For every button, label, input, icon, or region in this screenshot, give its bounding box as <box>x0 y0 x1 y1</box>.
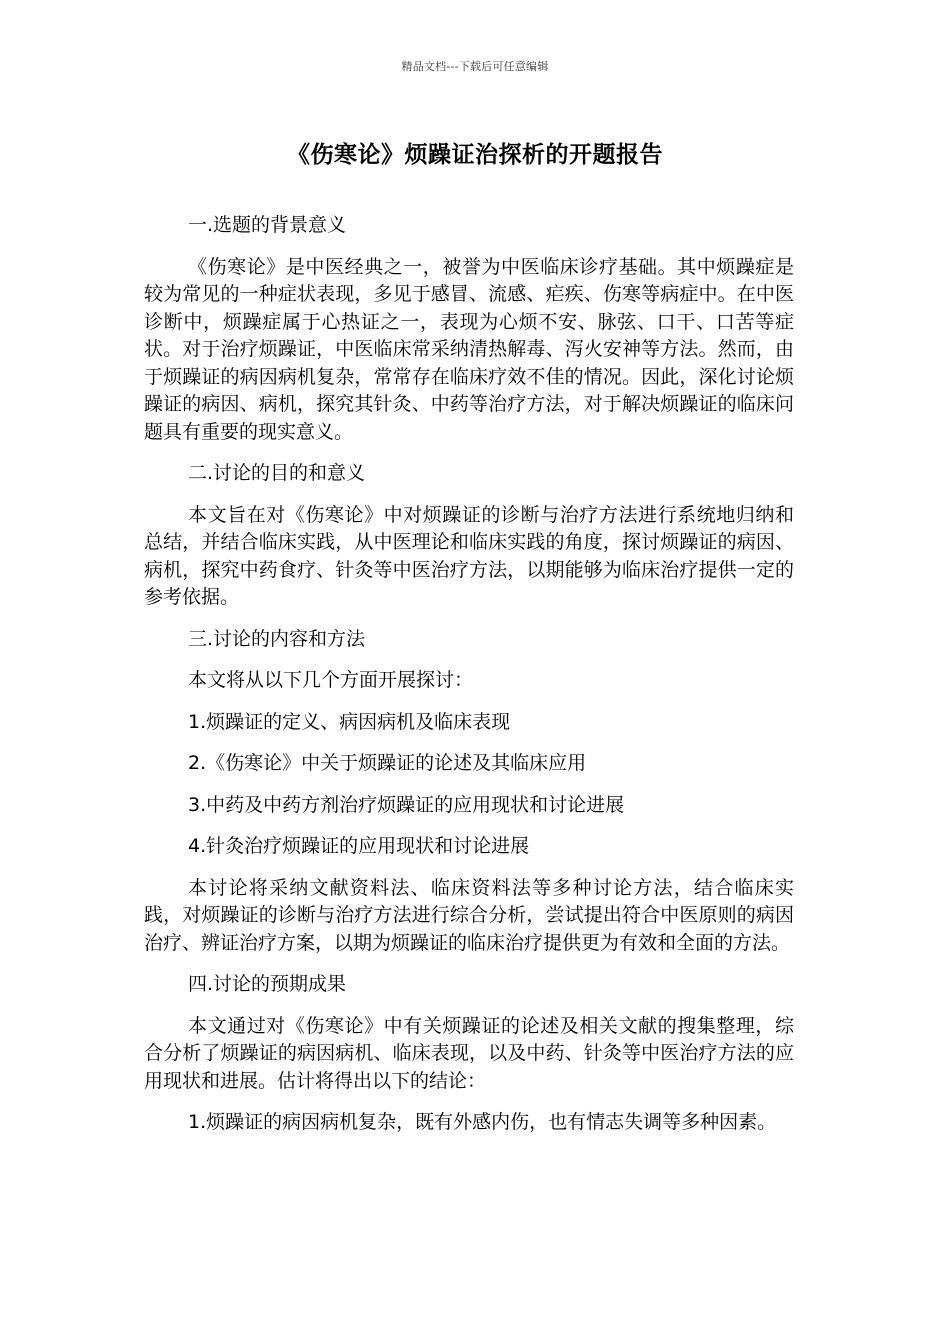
paragraph-content-intro: 本文将从以下几个方面开展探讨： <box>188 669 474 691</box>
list-item: 2.《伤寒论》中关于烦躁证的论述及其临床应用 <box>188 752 587 774</box>
header-note: 精品文档---下载后可任意编辑 <box>401 60 549 73</box>
list-item: 3.中药及中药方剂治疗烦躁证的应用现状和讨论进展 <box>188 793 625 816</box>
list-item: 1.烦躁证的定义、病因病机及临床表现 <box>188 710 511 733</box>
paragraph-expected-results: 本文通过对《伤寒论》中有关烦躁证的论述及相关文献的搜集整理，综合分析了烦躁证的病因病机、临床表现，以及中药、针灸等中医治疗方法的应用现状和进展。估计将得出以下的结论： <box>144 1014 794 1092</box>
section-heading-purpose: 二.讨论的目的和意义 <box>188 462 366 484</box>
list-item: 4.针灸治疗烦躁证的应用现状和讨论进展 <box>188 835 530 857</box>
paragraph-background: 《伤寒论》是中医经典之一，被誉为中医临床诊疗基础。其中烦躁症是较为常见的一种症状表现，多见于感冒、流感、疟疾、伤寒等病症中。在中医诊断中，烦躁症属于心热证之一，表现为心烦不安、脉弦、口干、口苦等症状。对于治疗烦躁证，中医临床常采纳清热解毒、泻火安神等方法。然而，由于烦躁证的病因病机复杂，常常存在临床疗效不佳的情况。因此，深化讨论烦躁证的病因、病机，探究其针灸、中药等治疗方法，对于解决烦躁证的临床问题具有重要的现实意义。 <box>144 255 794 443</box>
section-heading-expected-results: 四.讨论的预期成果 <box>188 973 347 995</box>
paragraph-purpose: 本文旨在对《伤寒论》中对烦躁证的诊断与治疗方法进行系统地归纳和总结，并结合临床实践，从中医理论和临床实践的角度，探讨烦躁证的病因、病机，探究中药食疗、针灸等中医治疗方法，以期能够为临床治疗提供一定的参考依据。 <box>144 503 794 608</box>
section-heading-content-methods: 三.讨论的内容和方法 <box>188 627 366 650</box>
document-body <box>144 212 794 1151</box>
document-title: 《伤寒论》烦躁证治探析的开题报告 <box>287 142 663 168</box>
section-heading-background: 一.选题的背景意义 <box>188 214 347 236</box>
paragraph-methods: 本讨论将采纳文献资料法、临床资料法等多种讨论方法，结合临床实践，对烦躁证的诊断与治疗方法进行综合分析，尝试提出符合中医原则的病因治疗、辨证治疗方案，以期为烦躁证的临床治疗提供更为有效和全面的方法。 <box>144 876 794 954</box>
paragraph-conclusion-1: 1.烦躁证的病因病机复杂，既有外感内伤，也有情志失调等多种因素。 <box>188 1111 777 1133</box>
